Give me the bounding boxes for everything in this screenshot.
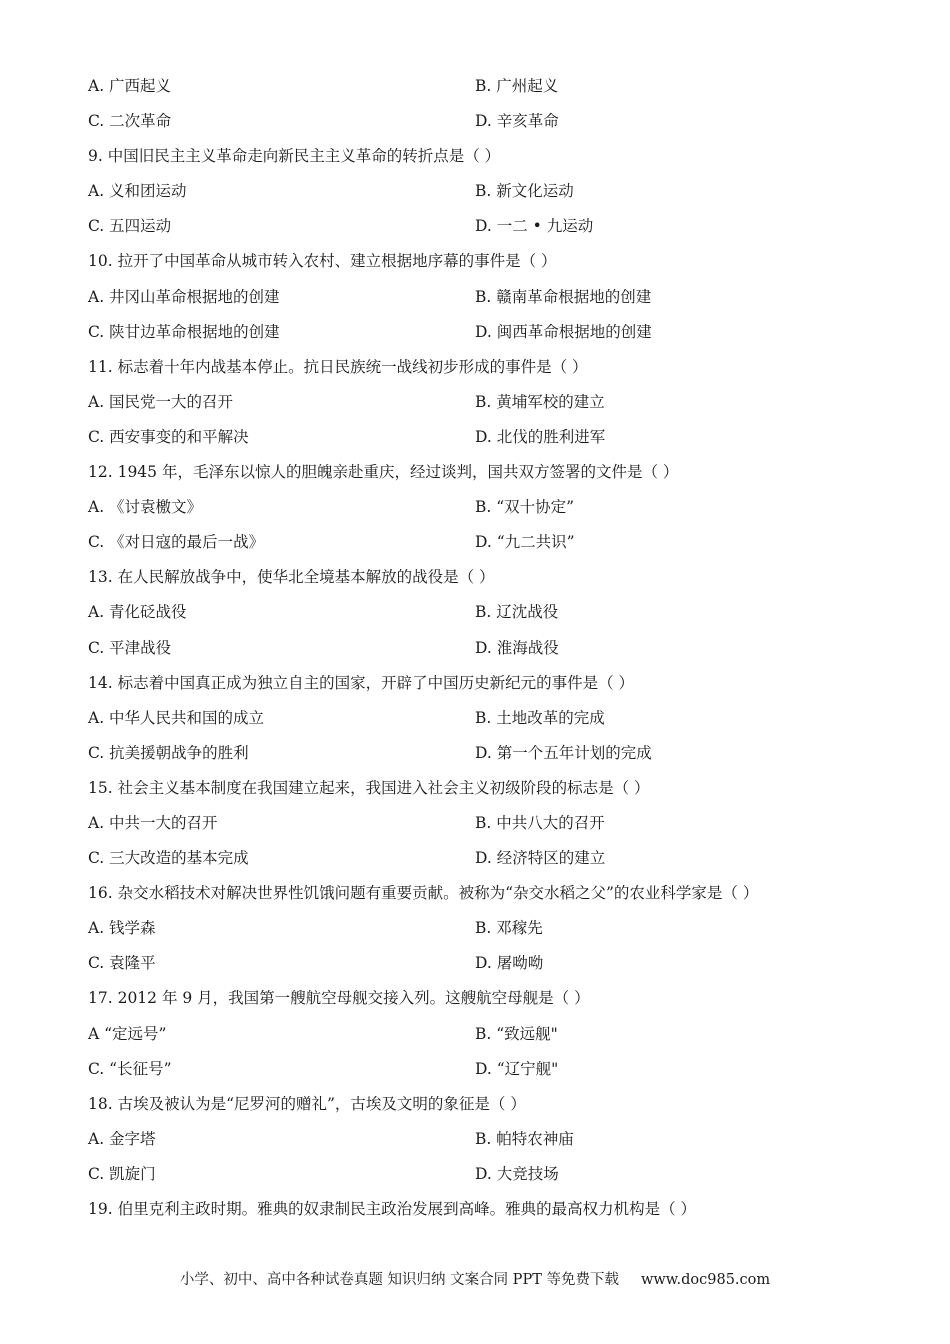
option-left: A. 钱学森 [88,919,156,938]
option-left: C. 二次革命 [88,112,172,131]
option-right: B. 赣南革命根据地的创建 [475,287,652,306]
option-left: A. 义和团运动 [88,182,187,201]
option-right: D. 屠呦呦 [475,954,544,973]
option-right: B. “致远舰" [475,1024,558,1043]
option-left: A “定远号” [88,1024,167,1043]
question-stem: 19. 伯里克利主政时期。雅典的奴隶制民主政治发展到高峰。雅典的最高权力机构是（ ） [88,1200,697,1218]
option-right: B. 辽沈战役 [475,603,559,622]
option-left: C. 三大改造的基本完成 [88,849,249,868]
option-left: C. “长征号” [88,1059,172,1078]
option-left: C. 西安事变的和平解决 [88,427,249,446]
option-left: A. 国民党一大的召开 [88,392,234,411]
option-row [88,180,868,215]
question-stem: 11. 标志着十年内战基本停止。抗日民族统一战线初步形成的事件是（ ） [88,357,588,376]
option-left: C. 五四运动 [88,217,172,236]
option-row [88,1128,868,1163]
option-row [88,812,868,847]
option-row [88,601,868,636]
option-left: C. 《对日寇的最后一战》 [88,533,265,552]
option-right: D. 闽西革命根据地的创建 [475,322,652,341]
option-right: B. 中共八大的召开 [475,813,605,832]
option-left: C. 平津战役 [88,638,172,657]
option-row [88,847,868,882]
option-row [88,637,868,672]
exam-content [88,75,868,1233]
option-left: A. 《讨袁檄文》 [88,498,203,517]
option-row [88,531,868,566]
option-row [88,215,868,250]
option-left: A. 广西起义 [88,77,172,95]
option-left: A. 青化砭战役 [88,603,187,622]
option-right: B. 邓稼先 [475,919,543,938]
footer-site-link[interactable]: www.doc985.com [640,1272,771,1288]
question-stem: 12. 1945 年，毛泽东以惊人的胆魄亲赴重庆，经过谈判，国共双方签署的文件是（ ） [88,463,679,482]
option-left: A. 金字塔 [88,1129,156,1148]
question-stem: 16. 杂交水稻技术对解决世界性饥饿问题有重要贡献。被称为“杂交水稻之父”的农业科学家是（ ） [88,884,759,903]
option-right: D. 淮海战役 [475,638,559,657]
question-stem: 18. 古埃及被认为是“尼罗河的赠礼”，古埃及文明的象征是（ ） [88,1094,526,1113]
question-list [88,75,868,1233]
option-row [88,952,868,987]
question-stem: 9. 中国旧民主主义革命走向新民主主义革命的转折点是（ ） [88,147,501,166]
option-row [88,496,868,531]
question-stem: 15. 社会主义基本制度在我国建立起来，我国进入社会主义初级阶段的标志是（ ） [88,778,650,797]
option-left: A. 中共一大的召开 [88,813,218,832]
option-left: C. 陕甘边革命根据地的创建 [88,322,280,341]
option-left: A. 井冈山革命根据地的创建 [88,287,280,306]
option-row [88,426,868,461]
option-row [88,742,868,777]
option-row [88,286,868,321]
option-right: D. “九二共识” [475,533,575,552]
option-right: D. 第一个五年计划的完成 [475,743,652,762]
question-stem: 10. 拉开了中国革命从城市转入农村、建立根据地序幕的事件是（ ） [88,252,557,271]
option-right: B. 广州起义 [475,77,559,95]
option-right: D. 一二 • 九运动 [475,217,594,236]
question-stem: 14. 标志着中国真正成为独立自主的国家，开辟了中国历史新纪元的事件是（ ） [88,673,635,692]
option-right: B. 土地改革的完成 [475,708,605,727]
option-right: D. 经济特区的建立 [475,849,606,868]
option-row [88,1163,868,1198]
option-row [88,391,868,426]
option-left: A. 中华人民共和国的成立 [88,708,265,727]
option-row [88,321,868,356]
option-right: B. 新文化运动 [475,182,574,201]
option-row [88,707,868,742]
option-right: B. 帕特农神庙 [475,1129,574,1148]
option-right: D. 辛亥革命 [475,112,559,131]
option-left: C. 凯旋门 [88,1164,156,1183]
option-left: C. 袁隆平 [88,954,156,973]
page-footer [0,1268,950,1289]
option-left: C. 抗美援朝战争的胜利 [88,743,249,762]
option-row [88,75,868,110]
option-right: D. “辽宁舰" [475,1059,559,1078]
question-stem: 17. 2012 年 9 月，我国第一艘航空母舰交接入列。这艘航空母舰是（ ） [88,989,590,1008]
option-right: D. 大竞技场 [475,1164,559,1183]
option-right: B. “双十协定” [475,498,575,517]
option-row [88,1023,868,1058]
option-row [88,917,868,952]
option-right: D. 北伐的胜利进军 [475,427,606,446]
option-right: B. 黄埔军校的建立 [475,392,605,411]
option-row [88,1058,868,1093]
question-stem: 13. 在人民解放战争中，使华北全境基本解放的战役是（ ） [88,568,495,587]
option-row [88,110,868,145]
footer-text: 小学、初中、高中各种试卷真题 知识归纳 文案合同 PPT 等免费下载 [179,1272,619,1288]
